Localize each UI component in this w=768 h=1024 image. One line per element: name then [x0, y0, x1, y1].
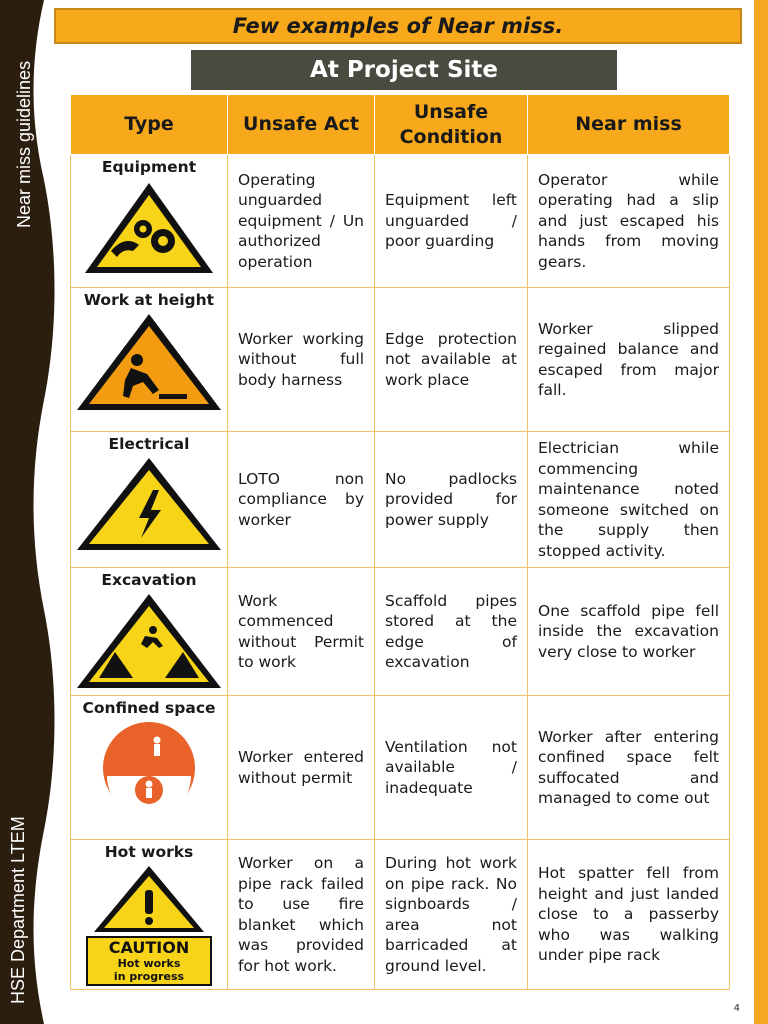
caution-sign — [86, 936, 212, 986]
type-cell — [71, 696, 228, 840]
page-title: Few examples of Near miss. — [232, 14, 564, 38]
header-unsafe-act: Unsafe Act — [228, 95, 375, 155]
page-subtitle: At Project Site — [310, 57, 498, 83]
fall-hazard-icon — [75, 312, 223, 412]
unsafe-condition-cell: No padlocks provided for power supply — [375, 432, 528, 568]
type-label: Equipment — [101, 158, 197, 176]
table-row — [71, 155, 730, 288]
confined-space-icon — [85, 720, 213, 816]
sidebar-top-text: Near miss guidelines — [14, 60, 34, 228]
header-type: Type — [71, 95, 228, 155]
near-miss-cell: Hot spatter fell from height and just landed close to a passerby who was walking under pipe rack — [528, 840, 730, 990]
near-miss-cell: Electrician while commencing maintenance noted someone switched on the supply then stopped activity. — [528, 432, 730, 568]
type-cell — [71, 840, 228, 990]
header-unsafe-condition: Unsafe Condition — [375, 95, 528, 155]
unsafe-condition-cell: Ventilation not available / inadequate — [375, 696, 528, 840]
electrical-hazard-icon — [75, 456, 223, 552]
unsafe-condition-cell: During hot work on pipe rack. No signboards / area not barricaded at ground level. — [375, 840, 528, 990]
caution-line-2: in progress — [113, 970, 185, 983]
sidebar — [0, 0, 60, 1024]
table-row — [71, 568, 730, 696]
type-label: Hot works — [104, 843, 194, 861]
unsafe-act-cell: LOTO non compliance by worker — [228, 432, 375, 568]
header-near-miss: Near miss — [528, 95, 730, 155]
unsafe-act-cell: Worker on a pipe rack failed to use fire blanket which was provided for hot work. — [228, 840, 375, 990]
unsafe-act-cell: Worker working without full body harness — [228, 288, 375, 432]
table-row — [71, 840, 730, 990]
type-label: Work at height — [83, 291, 215, 309]
near-miss-table — [70, 94, 730, 990]
caution-hot-works-icon — [84, 864, 214, 934]
caution-line-1: Hot works — [117, 957, 181, 970]
unsafe-act-cell: Worker entered without permit — [228, 696, 375, 840]
unsafe-condition-cell: Edge protection not available at work place — [375, 288, 528, 432]
unsafe-condition-cell: Scaffold pipes stored at the edge of excavation — [375, 568, 528, 696]
type-label: Excavation — [101, 571, 197, 589]
caution-title: CAUTION — [108, 938, 190, 957]
unsafe-act-cell: Work commenced without Permit to work — [228, 568, 375, 696]
sidebar-bottom-text: HSE Department LTEM — [8, 816, 28, 1004]
near-miss-cell: One scaffold pipe fell inside the excavation very close to worker — [528, 568, 730, 696]
right-accent-strip — [754, 0, 768, 1024]
type-cell — [71, 432, 228, 568]
unsafe-condition-cell: Equipment left unguarded / poor guarding — [375, 155, 528, 288]
type-cell — [71, 288, 228, 432]
excavation-hazard-icon — [75, 592, 223, 690]
page-number: 4 — [733, 1003, 740, 1014]
type-label: Electrical — [108, 435, 190, 453]
type-cell — [71, 568, 228, 696]
near-miss-cell: Worker slipped regained balance and escaped from major fall. — [528, 288, 730, 432]
type-label: Confined space — [82, 699, 216, 717]
unsafe-act-cell: Operating unguarded equipment / Un authorized operation — [228, 155, 375, 288]
title-banner — [54, 8, 742, 44]
table-row — [71, 696, 730, 840]
near-miss-cell: Worker after entering confined space felt suffocated and managed to come out — [528, 696, 730, 840]
near-miss-cell: Operator while operating had a slip and just escaped his hands from moving gears. — [528, 155, 730, 288]
subtitle-banner — [191, 50, 617, 90]
table-row — [71, 288, 730, 432]
type-cell — [71, 155, 228, 288]
table-row — [71, 432, 730, 568]
gear-hazard-icon — [81, 179, 217, 277]
table-header-row — [71, 95, 730, 155]
